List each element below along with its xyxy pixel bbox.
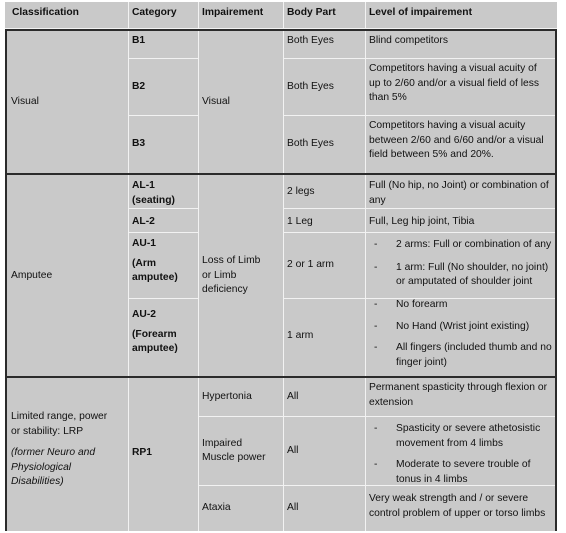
level-au1 xyxy=(366,236,554,290)
category-al1 xyxy=(129,177,197,208)
header-category: Category xyxy=(132,7,177,18)
level-b3 xyxy=(366,117,554,163)
text-line: Competitors having a visual acuity of xyxy=(369,63,537,74)
text-line: 1 arm: Full (No shoulder, no joint) xyxy=(396,261,549,273)
body-part-al1: 2 legs xyxy=(287,185,315,197)
text-line: amputee) xyxy=(132,272,178,283)
table-right-border xyxy=(555,29,557,531)
bullet-dash: - xyxy=(374,342,378,353)
body-part-impaired-muscle-power: All xyxy=(287,444,299,456)
level-al2: Full, Leg hip joint, Tibia xyxy=(369,216,475,227)
text-line: Disabilities) xyxy=(11,476,64,487)
text-line: any xyxy=(369,194,386,206)
text-line: No forearm xyxy=(396,299,448,310)
text-line: between 2/60 and 6/60 and/or a visual xyxy=(369,134,544,146)
level-al1 xyxy=(366,177,554,208)
row-divider xyxy=(283,208,557,209)
text-line: Full (No hip, no Joint) or combination of xyxy=(369,180,549,191)
category-b1: B1 xyxy=(132,35,146,46)
header-impairment: Impairement xyxy=(202,7,264,18)
impairment-hypertonia: Hypertonia xyxy=(202,391,252,403)
text-line: finger joint) xyxy=(396,356,447,368)
text-line: Very weak strength and / or severe xyxy=(369,493,529,504)
text-line: or amputated of shoulder joint xyxy=(396,276,533,287)
category-b3: B3 xyxy=(132,138,146,150)
header-body-part: Body Part xyxy=(287,7,336,18)
text-line: All fingers (included thumb and no xyxy=(396,342,552,353)
level-au2 xyxy=(366,296,554,370)
list-item xyxy=(369,238,554,253)
category-au2 xyxy=(129,306,197,357)
text-line: (Forearm xyxy=(132,328,177,340)
bullet-dash: - xyxy=(374,239,378,250)
impairment-impaired-muscle-power xyxy=(199,417,283,485)
body-part-hypertonia: All xyxy=(287,391,299,403)
bullet-dash: - xyxy=(374,320,378,332)
text-line: control problem of upper or torso limbs xyxy=(369,507,546,519)
classification-amputee: Amputee xyxy=(11,269,53,281)
level-hypertonia xyxy=(366,379,554,410)
text-line: AU-2 xyxy=(132,309,157,320)
body-part-ataxia: All xyxy=(287,501,299,513)
text-line: or Limb xyxy=(202,269,237,281)
list-item xyxy=(369,422,554,451)
text-line: than 5% xyxy=(369,92,407,103)
bullet-dash: - xyxy=(374,261,378,273)
text-line: tonus in 4 limbs xyxy=(396,473,468,485)
bullet-dash: - xyxy=(374,423,378,434)
impairment-classification-table xyxy=(5,2,557,531)
row-divider xyxy=(128,232,198,233)
level-impaired-muscle-power xyxy=(366,420,554,487)
body-part-al2: 1 Leg xyxy=(287,216,313,227)
text-line: deficiency xyxy=(202,284,248,296)
body-part-au2: 1 arm xyxy=(287,329,314,341)
impairment-visual: Visual xyxy=(202,95,230,107)
category-au1 xyxy=(129,235,197,286)
section-border-amputee-top xyxy=(5,173,557,175)
text-line: Moderate to severe trouble of xyxy=(396,459,531,470)
list-item xyxy=(369,341,554,370)
text-line: Spasticity or severe athetosistic xyxy=(396,423,541,434)
text-line: AU-1 xyxy=(132,238,157,249)
category-al2: AL-2 xyxy=(132,216,155,227)
text-line: Limited range, power xyxy=(11,411,108,422)
row-divider xyxy=(128,208,198,209)
list-item xyxy=(369,458,554,487)
bullet-dash: - xyxy=(374,459,378,470)
text-line: Loss of Limb xyxy=(202,255,261,267)
list-item xyxy=(369,320,554,335)
text-line: (Arm xyxy=(132,257,157,269)
classification-note xyxy=(11,446,128,490)
category-b2: B2 xyxy=(132,80,146,92)
body-part-au1: 2 or 1 arm xyxy=(287,259,334,271)
text-line: Impaired xyxy=(202,437,243,449)
bullet-dash: - xyxy=(374,299,378,310)
body-part-b3: Both Eyes xyxy=(287,138,334,150)
text-line: extension xyxy=(369,396,414,408)
impairment-amputee xyxy=(199,176,283,376)
header-classification: Classification xyxy=(12,7,79,18)
text-line: No Hand (Wrist joint existing) xyxy=(396,320,530,332)
body-part-b1: Both Eyes xyxy=(287,35,334,46)
section-border-lrp-top xyxy=(5,376,557,378)
impairment-ataxia: Ataxia xyxy=(202,501,231,513)
level-b1: Blind competitors xyxy=(369,35,448,46)
text-line: Permanent spasticity through flexion or xyxy=(369,382,547,393)
text-line: up to 2/60 and/or a visual field of less xyxy=(369,77,540,89)
text-line: movement from 4 limbs xyxy=(396,437,504,449)
text-line: or stability: LRP xyxy=(11,425,84,437)
table-left-border xyxy=(5,29,7,531)
classification-lrp xyxy=(8,408,128,490)
level-ataxia xyxy=(366,490,554,521)
text-line: (seating) xyxy=(132,194,175,206)
level-b2 xyxy=(366,60,554,106)
category-rp1: RP1 xyxy=(132,446,153,458)
text-line: (former Neuro and xyxy=(11,447,96,458)
text-line: Competitors having a visual acuity xyxy=(369,120,526,131)
header-level: Level of impairement xyxy=(369,7,472,18)
text-line: 2 arms: Full or combination of any xyxy=(396,239,552,250)
text-line: Physiological xyxy=(11,461,72,473)
text-line: field between 5% and 20%. xyxy=(369,149,494,160)
classification-visual: Visual xyxy=(11,95,39,107)
text-line: amputee) xyxy=(132,343,178,354)
body-part-b2: Both Eyes xyxy=(287,80,334,92)
text-line: Muscle power xyxy=(202,452,266,463)
row-divider xyxy=(128,298,198,299)
list-item xyxy=(369,261,554,290)
list-item xyxy=(369,298,554,313)
text-line: AL-1 xyxy=(132,180,155,191)
